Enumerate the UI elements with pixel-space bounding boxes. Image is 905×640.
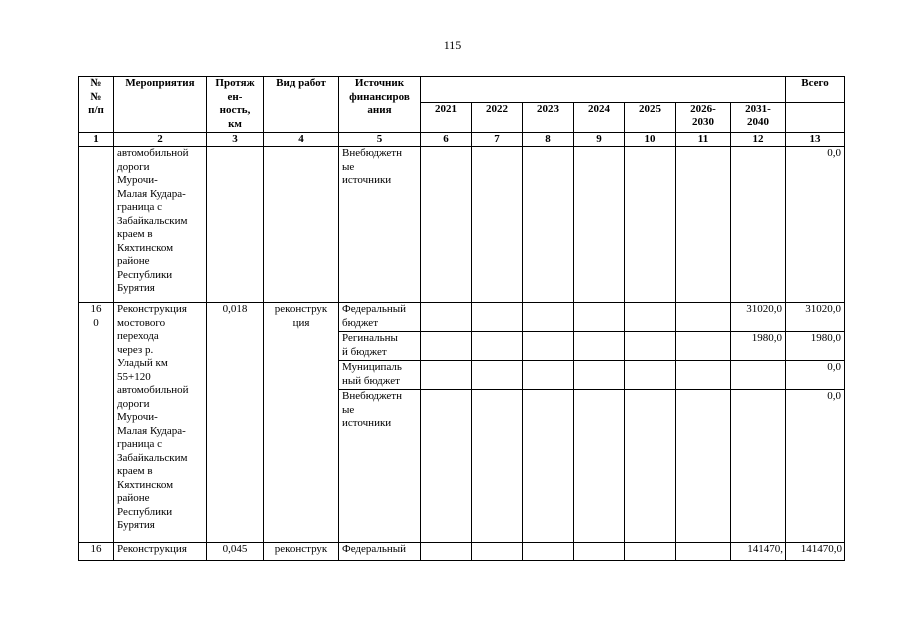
column-number: 12 <box>731 133 786 147</box>
header-measures: Мероприятия <box>114 77 207 133</box>
column-number-row <box>79 133 845 147</box>
header-total-blank <box>786 103 845 133</box>
total-value: 0,0 <box>786 147 845 303</box>
column-number: 11 <box>676 133 731 147</box>
column-number: 4 <box>264 133 339 147</box>
work-type: реконструк <box>264 543 339 561</box>
total-value: 0,0 <box>786 361 845 390</box>
measure-description: автомобильной дороги Мурочи- Малая Кудара- граница с Забайкальским краем в Кяхтинском районе Республики Бурятия <box>114 147 207 303</box>
value-2031-2040 <box>731 361 786 390</box>
column-number: 8 <box>523 133 574 147</box>
funding-source: Внебюджетн ые источники <box>339 147 421 303</box>
header-year: 2024 <box>574 103 625 133</box>
header-year: 2021 <box>421 103 472 133</box>
row-number: 16 0 <box>79 303 114 543</box>
funding-source: Федеральный <box>339 543 421 561</box>
total-value: 0,0 <box>786 390 845 543</box>
column-number: 9 <box>574 133 625 147</box>
column-number: 6 <box>421 133 472 147</box>
value-2031-2040: 31020,0 <box>731 303 786 332</box>
value-2031-2040: 1980,0 <box>731 332 786 361</box>
total-value: 141470,0 <box>786 543 845 561</box>
header-year: 2026- 2030 <box>676 103 731 133</box>
header-year: 2023 <box>523 103 574 133</box>
funding-source: Регинальны й бюджет <box>339 332 421 361</box>
table-row-continued <box>79 147 845 303</box>
header-source: Источник финансиров ания <box>339 77 421 133</box>
header-years-group <box>421 77 786 103</box>
header-year: 2025 <box>625 103 676 133</box>
measure-description: Реконструкция <box>114 543 207 561</box>
header-year: 2031- 2040 <box>731 103 786 133</box>
header-length: Протяж ен- ность, км <box>207 77 264 133</box>
header-work-type: Вид работ <box>264 77 339 133</box>
funding-source: Внебюджетн ые источники <box>339 390 421 543</box>
row-number: 16 <box>79 543 114 561</box>
header-year: 2022 <box>472 103 523 133</box>
work-type: реконструк ция <box>264 303 339 543</box>
column-number: 1 <box>79 133 114 147</box>
total-value: 1980,0 <box>786 332 845 361</box>
total-value: 31020,0 <box>786 303 845 332</box>
value-2031-2040 <box>731 390 786 543</box>
header-total: Всего <box>786 77 845 103</box>
table-row-161 <box>79 543 845 561</box>
column-number: 7 <box>472 133 523 147</box>
column-number: 5 <box>339 133 421 147</box>
length-value: 0,045 <box>207 543 264 561</box>
table-row-160 <box>79 303 845 332</box>
financing-table <box>78 76 845 561</box>
page-number: 115 <box>443 38 462 52</box>
column-number: 13 <box>786 133 845 147</box>
funding-source: Федеральный бюджет <box>339 303 421 332</box>
header-row-1 <box>79 77 845 103</box>
column-number: 3 <box>207 133 264 147</box>
length-value: 0,018 <box>207 303 264 543</box>
column-number: 2 <box>114 133 207 147</box>
value-2031-2040: 141470, <box>731 543 786 561</box>
column-number: 10 <box>625 133 676 147</box>
funding-source: Муниципаль ный бюджет <box>339 361 421 390</box>
measure-description: Реконструкция мостового перехода через р. Уладый км 55+120 автомобильной дороги Мурочи- Малая Кудара- граница с Забайкальским краем в Кяхтинском районе Республики Бурятия <box>114 303 207 543</box>
header-num: № № п/п <box>79 77 114 133</box>
